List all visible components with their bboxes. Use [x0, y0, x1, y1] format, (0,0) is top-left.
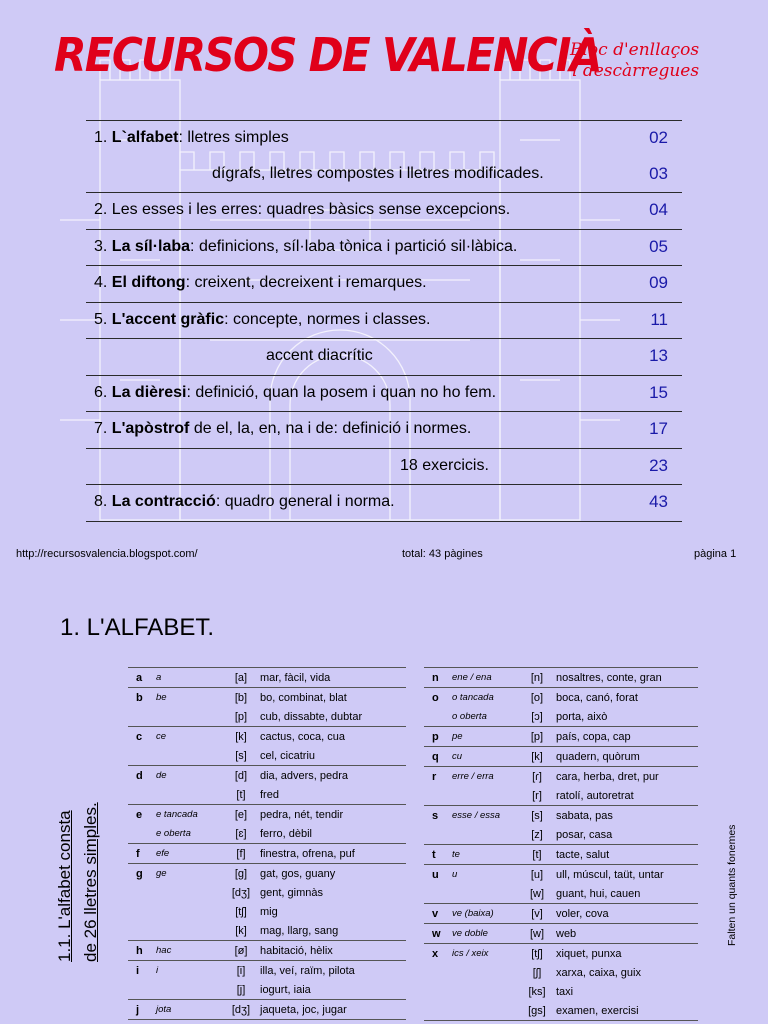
examples-cell: ull, múscul, taüt, untar: [556, 868, 664, 881]
examples-cell: iogurt, iaia: [258, 980, 406, 1000]
letter-cell: g: [136, 867, 143, 880]
toc-page-number[interactable]: 09: [649, 273, 668, 292]
phoneme-cell: [ɔ]: [520, 707, 554, 727]
letter-name-cell: cu: [450, 747, 520, 767]
phoneme-cell: [a]: [224, 668, 258, 688]
page-title: RECURSOS DE VALENCIÀ: [54, 28, 601, 82]
examples-cell: illa, veí, raïm, pilota: [260, 964, 355, 977]
letter-name-cell: [450, 982, 520, 1001]
examples-cell: voler, cova: [554, 904, 698, 924]
letter-cell: [424, 786, 450, 806]
alphabet-row: [128, 844, 406, 864]
letter-cell: d: [136, 769, 143, 782]
side-note-line-2: de 26 lletres simples.: [81, 802, 100, 962]
letter-cell: o: [432, 691, 439, 704]
alphabet-row: [128, 864, 406, 884]
letter-name-cell: [154, 921, 224, 941]
toc-page-number[interactable]: 04: [649, 200, 668, 219]
alphabet-row: [424, 1001, 698, 1021]
alphabet-row: [424, 884, 698, 904]
toc-row[interactable]: 8. La contracció: quadro general i norma. 43: [86, 485, 682, 522]
alphabet-row: [128, 766, 406, 786]
examples-cell: web: [554, 924, 698, 944]
phoneme-cell: [s]: [531, 809, 543, 822]
letter-name-cell: [450, 963, 520, 982]
examples-cell: xarxa, caixa, guix: [556, 966, 641, 979]
letter-cell: p: [424, 727, 450, 747]
letter-cell: u: [432, 868, 439, 881]
letter-cell: [424, 884, 450, 904]
letter-cell: j: [128, 1000, 154, 1020]
alphabet-row: [128, 980, 406, 1000]
toc-row[interactable]: dígrafs, lletres compostes i lletres modificades. 03: [86, 157, 682, 194]
phoneme-cell: [g]: [234, 867, 248, 880]
phoneme-cell: [ks]: [528, 985, 546, 998]
alphabet-row: [128, 941, 406, 961]
letter-cell: r: [432, 770, 437, 783]
phoneme-cell: [tʃ]: [531, 947, 543, 960]
phoneme-cell: [z]: [520, 825, 554, 845]
examples-cell: ferro, dèbil: [258, 824, 406, 844]
phoneme-cell: [t]: [224, 785, 258, 805]
examples-cell: porta, això: [554, 707, 698, 727]
letter-cell: [128, 883, 154, 902]
letter-cell: [128, 921, 154, 941]
examples-cell: jaqueta, joc, jugar: [258, 1000, 406, 1020]
table-of-contents: [86, 120, 682, 522]
letter-cell: h: [128, 941, 154, 961]
examples-cell: mig: [260, 905, 278, 918]
letter-cell: [128, 707, 154, 727]
alphabet-row: [128, 824, 406, 844]
footer-total-pages: total: 43 pàgines: [402, 548, 483, 560]
alphabet-table-left: [128, 667, 406, 1020]
letter-cell: [424, 1001, 450, 1021]
letter-name-cell: [154, 883, 224, 902]
letter-cell: w: [424, 924, 450, 944]
examples-cell: país, copa, cap: [554, 727, 698, 747]
letter-cell: b: [136, 691, 143, 704]
alphabet-row: [424, 924, 698, 944]
letter-cell: s: [432, 809, 439, 822]
examples-cell: cub, dissabte, dubtar: [258, 707, 406, 727]
examples-cell: examen, exercisi: [554, 1001, 698, 1021]
letter-name-cell: ve doble: [450, 924, 520, 944]
letter-cell: [128, 980, 154, 1000]
letter-name-cell: ene / ena: [450, 668, 520, 688]
letter-name-cell: be: [156, 692, 167, 703]
letter-cell: f: [128, 844, 154, 864]
phoneme-cell: [s]: [224, 746, 258, 766]
phoneme-cell: [k]: [224, 921, 258, 941]
phoneme-cell: [ø]: [224, 941, 258, 961]
letter-cell: t: [424, 845, 450, 865]
alphabet-row: [128, 785, 406, 805]
examples-cell: ratolí, autoretrat: [554, 786, 698, 806]
examples-cell: gent, gimnàs: [260, 886, 323, 899]
letter-name-cell: [154, 980, 224, 1000]
examples-cell: nosaltres, conte, gran: [554, 668, 698, 688]
alphabet-row: [424, 786, 698, 806]
alphabet-row: [424, 747, 698, 767]
footer-page-number: pàgina 1: [694, 548, 737, 560]
letter-name-cell: ge: [156, 868, 167, 879]
letter-cell: v: [424, 904, 450, 924]
phoneme-cell: [u]: [530, 868, 544, 881]
examples-cell: mag, llarg, sang: [258, 921, 406, 941]
toc-page-number[interactable]: 43: [649, 492, 668, 511]
phoneme-cell: [r]: [520, 786, 554, 806]
letter-name-cell: [154, 707, 224, 727]
alphabet-row: [424, 688, 698, 708]
phoneme-cell: [t]: [520, 845, 554, 865]
examples-cell: boca, canó, forat: [556, 691, 638, 704]
examples-cell: cara, herba, dret, pur: [556, 770, 659, 783]
alphabet-row: [424, 944, 698, 964]
examples-cell: fred: [258, 785, 406, 805]
examples-cell: guant, hui, cauen: [554, 884, 698, 904]
toc-page-number[interactable]: 17: [649, 419, 668, 438]
examples-cell: posar, casa: [554, 825, 698, 845]
phoneme-cell: [i]: [236, 964, 246, 977]
phoneme-cell: [j]: [224, 980, 258, 1000]
phoneme-cell: [v]: [520, 904, 554, 924]
alphabet-row: [128, 1000, 406, 1020]
phoneme-cell: [ɾ]: [532, 770, 542, 783]
examples-cell: bo, combinat, blat: [260, 691, 347, 704]
toc-row[interactable]: 1. L`alfabet: lletres simples 02: [86, 120, 682, 157]
alphabet-row: [128, 727, 406, 747]
letter-cell: q: [424, 747, 450, 767]
letter-name-cell: [450, 1001, 520, 1021]
examples-cell: pedra, nét, tendir: [260, 808, 344, 821]
letter-name-cell: [154, 746, 224, 766]
subtitle-line-1: Bloc d'enllaços: [570, 40, 700, 60]
toc-page-number[interactable]: 15: [649, 382, 668, 402]
examples-cell: habitació, hèlix: [258, 941, 406, 961]
phoneme-cell: [w]: [520, 924, 554, 944]
letter-name-cell: e oberta: [154, 824, 224, 844]
letter-cell: c: [136, 730, 143, 743]
letter-name-cell: [154, 785, 224, 805]
phoneme-cell: [gs]: [520, 1001, 554, 1021]
letter-cell: [424, 982, 450, 1001]
letter-name-cell: efe: [154, 844, 224, 864]
phoneme-cell: [o]: [530, 691, 544, 704]
toc-row[interactable]: 18 exercicis. 23: [86, 449, 682, 486]
examples-cell: tacte, salut: [554, 845, 698, 865]
letter-name-cell: ve (baixa): [450, 904, 520, 924]
alphabet-row: [424, 767, 698, 787]
alphabet-row: [128, 961, 406, 981]
toc-page-number[interactable]: 11: [650, 309, 668, 329]
examples-cell: dia, advers, pedra: [260, 769, 349, 782]
letter-name-cell: ics / xeix: [452, 948, 489, 959]
alphabet-row: [424, 806, 698, 826]
letter-name-cell: [450, 786, 520, 806]
letter-name-cell: de: [156, 770, 167, 781]
alphabet-row: [424, 963, 698, 982]
phoneme-cell: [d]: [234, 769, 248, 782]
side-note-left: [52, 802, 104, 962]
toc-page-number[interactable]: 02: [649, 128, 668, 147]
letter-cell: x: [432, 947, 439, 960]
letter-cell: [128, 824, 154, 844]
alphabet-row: [128, 805, 406, 825]
alphabet-row: [424, 904, 698, 924]
letter-name-cell: [154, 902, 224, 921]
letter-name-cell: e tancada: [156, 809, 198, 820]
letter-name-cell: erre / erra: [452, 771, 494, 782]
toc-row[interactable]: 5. L'accent gràfic: concepte, normes i classes. 11: [86, 303, 682, 340]
toc-row[interactable]: 4. El diftong: creixent, decreixent i remarques. 09: [86, 266, 682, 303]
letter-name-cell: pe: [450, 727, 520, 747]
alphabet-row: [424, 845, 698, 865]
section-title: 1. L'ALFABET.: [60, 614, 214, 641]
alphabet-row: [424, 707, 698, 727]
side-note-right: Falten un quants fonemes: [726, 824, 738, 946]
letter-cell: [424, 825, 450, 845]
letter-name-cell: o tancada: [452, 692, 494, 703]
examples-cell: mar, fàcil, vida: [258, 668, 406, 688]
letter-cell: a: [128, 668, 154, 688]
letter-name-cell: ce: [156, 731, 167, 742]
examples-cell: cel, cicatriu: [258, 746, 406, 766]
phoneme-cell: [e]: [234, 808, 248, 821]
letter-name-cell: [450, 825, 520, 845]
toc-page-number[interactable]: 23: [649, 455, 668, 475]
alphabet-row: [128, 688, 406, 708]
toc-row[interactable]: 2. Les esses i les erres: quadres bàsics sense excepcions. 04: [86, 193, 682, 230]
phoneme-cell: [w]: [520, 884, 554, 904]
phoneme-cell: [n]: [520, 668, 554, 688]
examples-cell: gat, gos, guany: [260, 867, 336, 880]
letter-cell: i: [136, 964, 140, 977]
phoneme-cell: [b]: [234, 691, 248, 704]
letter-name-cell: o oberta: [450, 707, 520, 727]
examples-cell: cactus, coca, cua: [260, 730, 345, 743]
phoneme-cell: [tʃ]: [235, 905, 247, 918]
phoneme-cell: [p]: [224, 707, 258, 727]
letter-name-cell: i: [156, 965, 159, 976]
phoneme-cell: [ɛ]: [224, 824, 258, 844]
alphabet-row: [424, 727, 698, 747]
phoneme-cell: [ʃ]: [532, 966, 542, 979]
toc-page-number[interactable]: 05: [649, 236, 668, 256]
toc-page-number[interactable]: 03: [649, 163, 668, 183]
alphabet-row: [128, 668, 406, 688]
examples-cell: quadern, quòrum: [554, 747, 698, 767]
letter-name-cell: te: [450, 845, 520, 865]
letter-cell: [424, 707, 450, 727]
letter-cell: [128, 746, 154, 766]
subtitle-line-2: i descàrregues: [572, 61, 700, 81]
letter-cell: [128, 902, 154, 921]
phoneme-cell: [k]: [235, 730, 247, 743]
alphabet-row: [128, 883, 406, 902]
letter-name-cell: hac: [154, 941, 224, 961]
letter-name-cell: a: [154, 668, 224, 688]
letter-cell: [128, 785, 154, 805]
alphabet-row: [128, 746, 406, 766]
toc-row[interactable]: 6. La dièresi: definició, quan la posem i quan no ho fem. 15: [86, 376, 682, 413]
examples-cell: xiquet, punxa: [556, 947, 622, 960]
letter-name-cell: esse / essa: [452, 810, 501, 821]
alphabet-row: [128, 921, 406, 941]
letter-name-cell: jota: [154, 1000, 224, 1020]
toc-row[interactable]: accent diacrític 13: [86, 339, 682, 376]
alphabet-row: [424, 865, 698, 885]
toc-row[interactable]: 7. L'apòstrof de el, la, en, na i de: definició i normes. 17: [86, 412, 682, 449]
examples-cell: sabata, pas: [556, 809, 613, 822]
alphabet-row: [424, 982, 698, 1001]
phoneme-cell: [dʒ]: [231, 886, 251, 899]
letter-name-cell: [450, 884, 520, 904]
examples-cell: taxi: [556, 985, 574, 998]
toc-page-number[interactable]: 13: [649, 346, 668, 365]
side-note-line-1: 1.1. L'alfabet consta: [55, 810, 74, 962]
phoneme-cell: [dʒ]: [224, 1000, 258, 1020]
footer-url[interactable]: http://recursosvalencia.blogspot.com/: [16, 548, 198, 560]
phoneme-cell: [p]: [520, 727, 554, 747]
alphabet-row: [424, 825, 698, 845]
letter-cell: e: [136, 808, 143, 821]
alphabet-row: [128, 707, 406, 727]
alphabet-row: [424, 668, 698, 688]
page-subtitle: [570, 40, 699, 82]
letter-cell: [424, 963, 450, 982]
alphabet-row: [128, 902, 406, 921]
alphabet-table-right: [424, 667, 698, 1021]
phoneme-cell: [k]: [520, 747, 554, 767]
letter-name-cell: u: [452, 869, 458, 880]
phoneme-cell: [f]: [224, 844, 258, 864]
letter-cell: n: [424, 668, 450, 688]
toc-row[interactable]: 3. La síl·laba: definicions, síl·laba tònica i partició sil·làbica. 05: [86, 230, 682, 267]
examples-cell: finestra, ofrena, puf: [258, 844, 406, 864]
